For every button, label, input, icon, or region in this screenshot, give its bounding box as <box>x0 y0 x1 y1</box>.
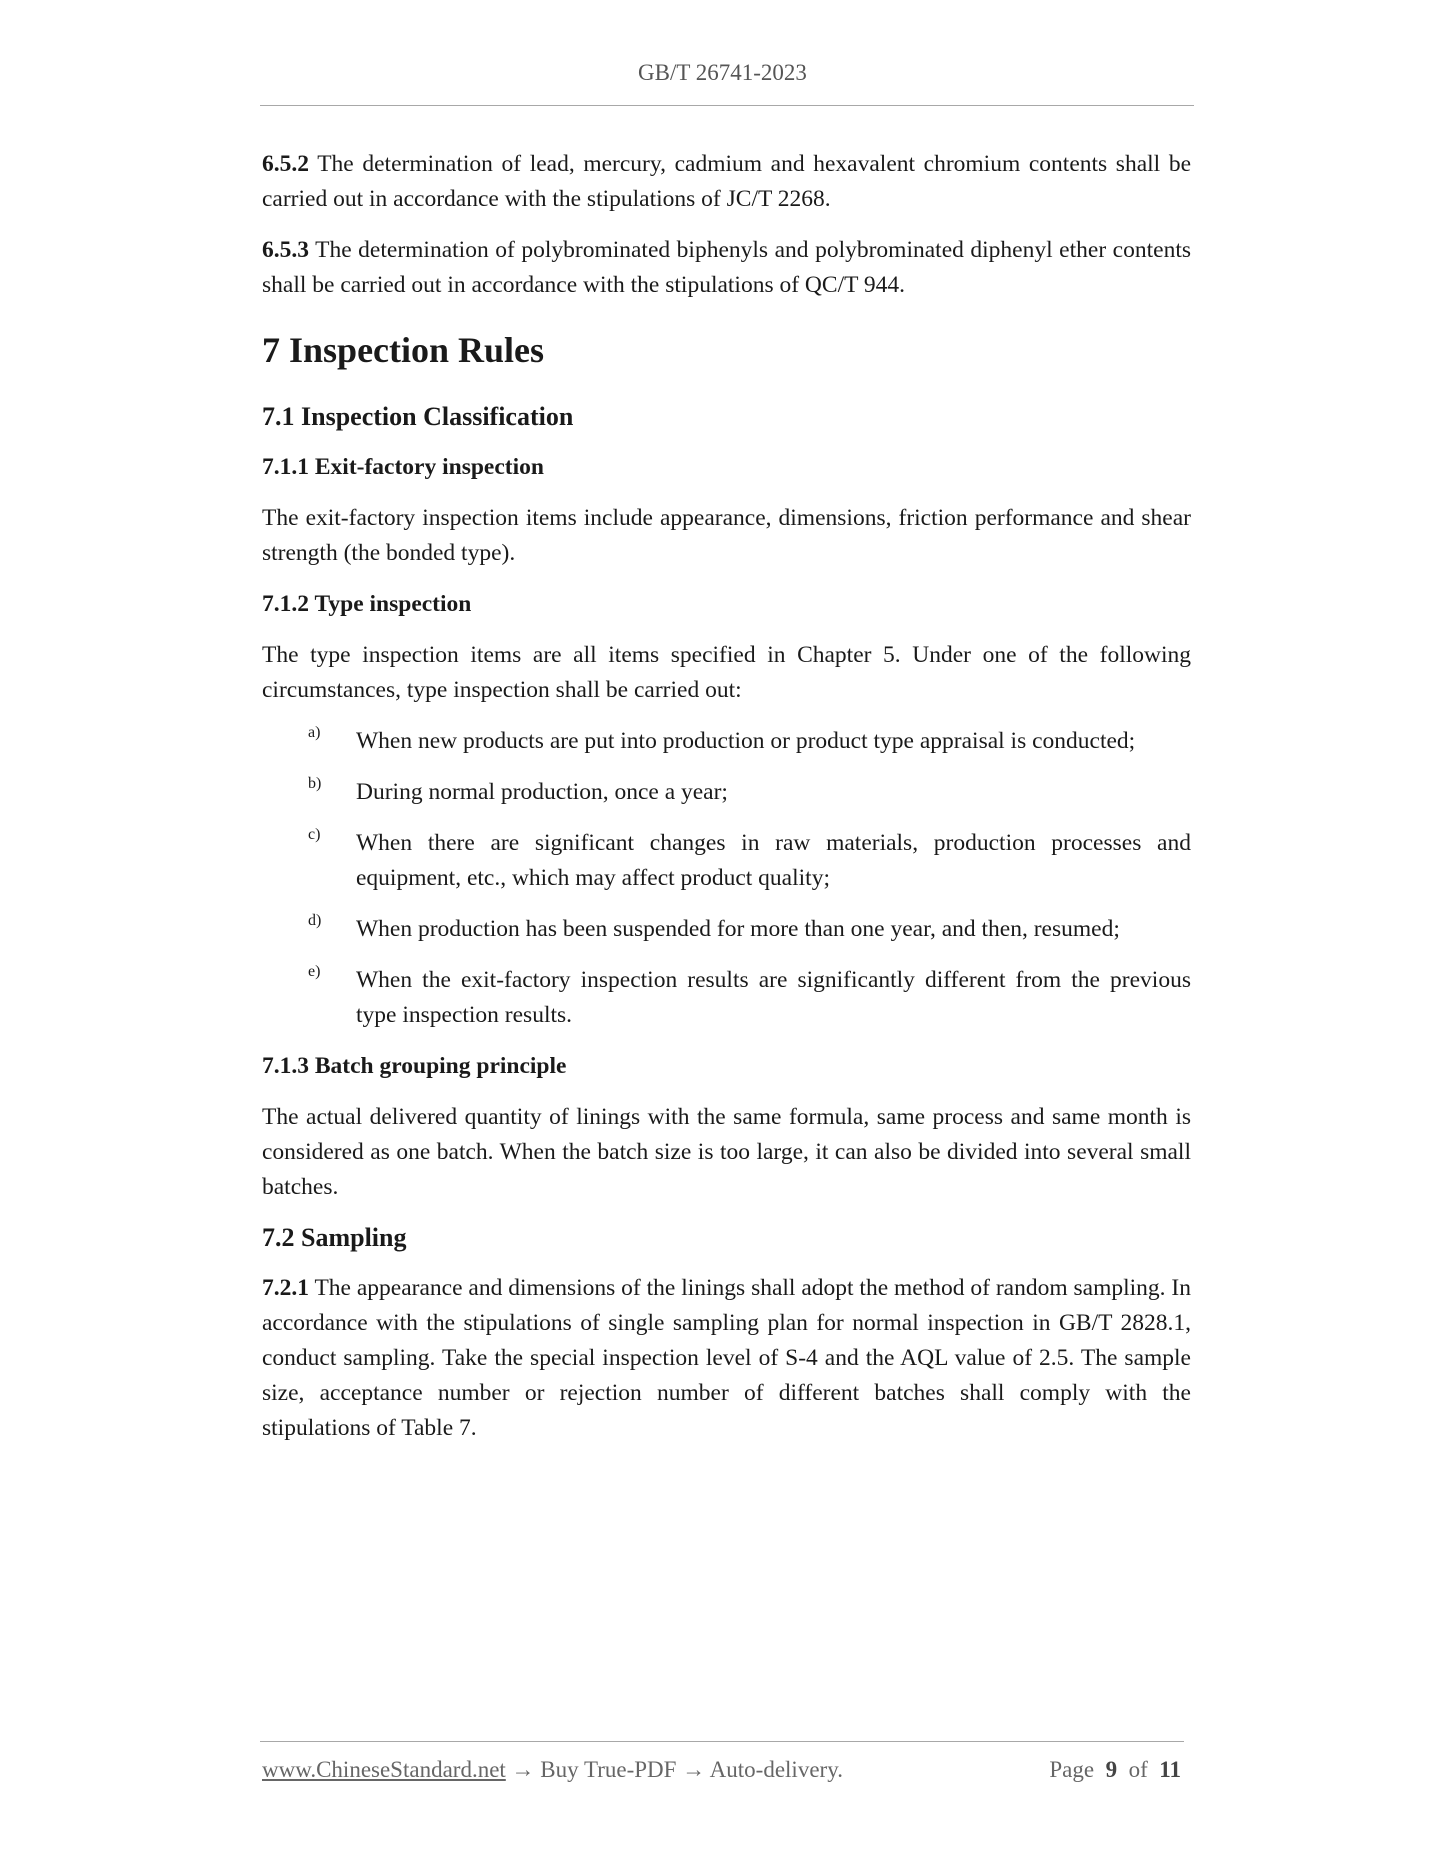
list-item <box>262 912 1191 947</box>
buy-pdf-text: Buy True-PDF <box>540 1757 677 1782</box>
list-item <box>262 775 1191 810</box>
auto-delivery-text: Auto-delivery. <box>709 1757 843 1782</box>
clause-text: The appearance and dimensions of the linings shall adopt the method of random sampling. In accordance with the stipulations of single sampling plan for normal inspection in GB/T 2828.1, conduct sampling. Take the special inspection level of S-4 and the AQL value of 2.5. The sample size, acceptance number or rejection number of different batches shall comply with the stipulations of Table 7. <box>262 1275 1191 1441</box>
page-total: 11 <box>1159 1757 1181 1782</box>
paragraph: The exit-factory inspection items include appearance, dimensions, friction performance and shear strength (the bonded type). <box>262 505 1191 566</box>
arrow-icon: → <box>676 1757 710 1782</box>
clause-text: The determination of lead, mercury, cadmium and hexavalent chromium contents shall be carried out in accordance with the stipulations of JC/T 2268. <box>262 151 1191 212</box>
chapter-heading: 7 Inspection Rules <box>262 330 545 370</box>
list-marker: a) <box>308 724 321 741</box>
header-divider <box>260 105 1194 106</box>
list-marker: e) <box>308 963 321 980</box>
clause-6-5-3 <box>262 233 1191 303</box>
list-marker: c) <box>308 826 321 843</box>
clause-6-5-2 <box>262 147 1191 217</box>
subsection-heading: 7.1.1 Exit-factory inspection <box>262 454 544 480</box>
clause-number: 6.5.3 <box>262 237 309 263</box>
paragraph: The type inspection items are all items specified in Chapter 5. Under one of the following circumstances, type inspection shall be carried out: <box>262 642 1191 703</box>
list-text: During normal production, once a year; <box>356 779 728 805</box>
subsection-heading: 7.1.2 Type inspection <box>262 591 472 617</box>
clause-text: The determination of polybrominated biphenyls and polybrominated diphenyl ether contents shall be carried out in accordance with the stipulations of QC/T 944. <box>262 237 1191 298</box>
list-text: When production has been suspended for more than one year, and then, resumed; <box>356 916 1120 942</box>
page-label: Page <box>1049 1757 1095 1782</box>
list-item <box>262 724 1191 759</box>
list-marker: b) <box>308 775 322 792</box>
section-heading: 7.1 Inspection Classification <box>262 402 574 431</box>
website-link[interactable]: www.ChineseStandard.net <box>262 1757 506 1782</box>
section-heading: 7.2 Sampling <box>262 1223 407 1252</box>
list-text: When there are significant changes in raw materials, production processes and equipment, etc., which may affect product quality; <box>356 830 1191 891</box>
page-of: of <box>1128 1757 1148 1782</box>
paragraph: The actual delivered quantity of linings with the same formula, same process and same month is considered as one batch. When the batch size is too large, it can also be divided into several small batches. <box>262 1104 1191 1200</box>
page-number <box>1049 1757 1181 1783</box>
page-header: GB/T 26741-2023 <box>638 60 807 85</box>
list-item <box>262 826 1191 896</box>
list-item <box>262 963 1191 1033</box>
clause-number: 6.5.2 <box>262 151 309 177</box>
clause-number: 7.2.1 <box>262 1275 309 1301</box>
document-body <box>262 147 1191 1446</box>
list-text: When the exit-factory inspection results are significantly different from the previous type inspection results. <box>356 967 1191 1028</box>
clause-7-2-1 <box>262 1271 1191 1446</box>
list-text: When new products are put into production or product type appraisal is conducted; <box>356 728 1136 754</box>
footer-divider <box>260 1741 1184 1742</box>
footer-links <box>262 1757 843 1783</box>
subsection-heading: 7.1.3 Batch grouping principle <box>262 1053 567 1079</box>
list-marker: d) <box>308 912 322 929</box>
page-current: 9 <box>1105 1757 1118 1782</box>
arrow-icon: → <box>505 1757 541 1782</box>
